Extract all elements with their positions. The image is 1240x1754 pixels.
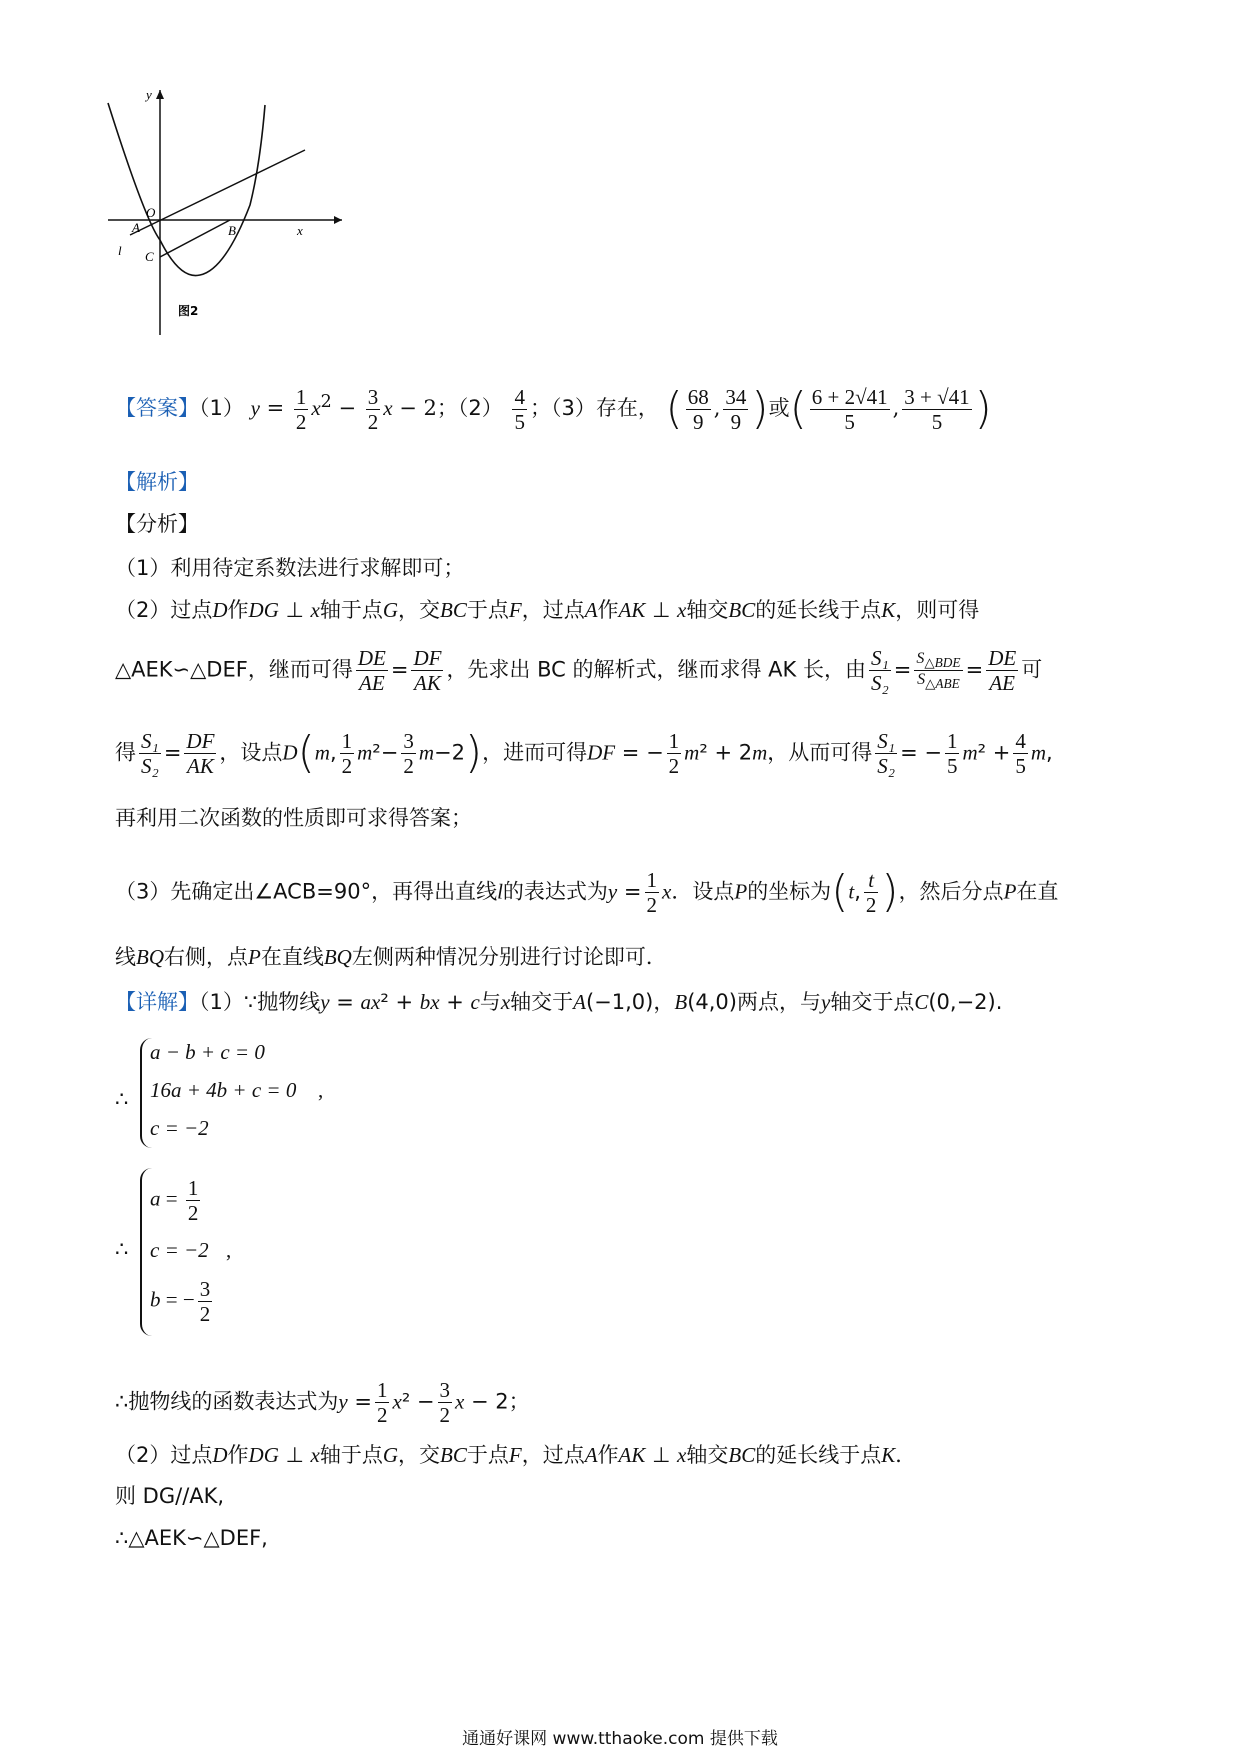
answer-part3: ；（3）存在， [529, 395, 659, 420]
answer-tag: 【答案】 [115, 395, 199, 420]
figure-label-l: l [118, 243, 122, 258]
analysis-step3-line1: （3）先确定出∠ACB=90°，再得出直线l的表达式为y = $\frac{1}{2}$ x．设点P的坐标为(t, $\frac{t}{2}$ )，然后分点P在直 [115, 866, 1059, 917]
analysis-step2-line1: （2）过点D作DG ⊥ x轴于点G，交BC于点F，过点A作AK ⊥ x轴交BC的延长线于点K，则可得 [115, 598, 980, 622]
system2-eq3: b = − $\frac{3}{2}$ [150, 1277, 211, 1327]
figure-label-a: A [132, 220, 140, 235]
figure-label-x: x [297, 223, 303, 238]
figure-caption: 图2 [178, 304, 199, 318]
detail-line1: 【详解】（1）∵抛物线y = ax² + bx + c与x轴交于A(−1,0)，B(4,0)两点，与y轴交于点C(0,−2). [115, 990, 1003, 1014]
system1-eq3: c = −2 [150, 1116, 209, 1140]
therefore-symbol-1: ∴ [115, 1087, 129, 1111]
detail-step2-line2: 则 DG//AK, [115, 1484, 225, 1508]
detail-step2-line3: ∴△AEK∽△DEF, [115, 1526, 268, 1550]
figure-label-y: y [146, 87, 152, 102]
figure-label-c: C [145, 249, 154, 264]
answer-part1: （1） [199, 395, 244, 420]
answer-part2: ；（2） [436, 395, 503, 420]
analysis-tag: 【解析】 [115, 470, 199, 494]
parabola-figure [100, 85, 360, 345]
system2-eq2: c = −2 [150, 1238, 209, 1262]
analysis-step2-line4: 再利用二次函数的性质即可求得答案； [115, 806, 472, 830]
system2-eq1: a = $\frac{1}{2}$ [150, 1176, 199, 1226]
therefore-symbol-2: ∴ [115, 1237, 129, 1261]
figure-label-o: O [146, 205, 156, 220]
analysis-step2-line3: 得 $\frac{\text{S₁}}{\text{S₂}}$ = $\frac{DF}{AK}$ ，设点D(m, $\frac{1}{2}$ m²− $\frac{3}{2}$ m−2)，进而可得DF = − $\frac{1}{2}$ m² + 2m，从而可得 $\frac{\text{S₁}}{\text{S₂}}$ = − $\frac{1}{5}$ m² + $\frac{4}{5}$ m, [115, 727, 1053, 778]
system1-eq2: 16a + 4b + c = 0 [150, 1078, 297, 1102]
page-footer: 通通好课网 www.tthaoke.com 提供下载 [462, 1729, 778, 1749]
detail-step2-line1: （2）过点D作DG ⊥ x轴于点G，交BC于点F，过点A作AK ⊥ x轴交BC的延长线于点K． [115, 1443, 917, 1467]
analysis-step2-line2: △AEK∽△DEF，继而可得 $\frac{DE}{AE}$ = $\frac{DF}{AK}$ ，先求出 BC 的解析式，继而求得 AK 长，由 $\frac{\text{S₁}}{\text{S₂}}$ = $\frac{S_{\triangle BDE}}{S_{\triangle ABE}}$ = $\frac{DE}{AE}$ 可 [115, 646, 1043, 696]
analysis-step1: （1）利用待定系数法进行求解即可； [115, 556, 465, 580]
analysis-step3-line2: 线BQ右侧，点P在直线BQ左侧两种情况分别进行讨论即可． [115, 945, 667, 969]
answer-or: 或 [768, 395, 790, 420]
detail-function-line: ∴抛物线的函数表达式为y = $\frac{1}{2}$ x² − $\frac{3}{2}$ x − 2； [115, 1378, 530, 1428]
system1-comma: , [318, 1078, 324, 1102]
analysis-subheading: 【分析】 [115, 512, 199, 536]
answer-line: 【答案】（1） y = $\frac{1}{2}$ $x^2$ − $\frac{3}{2}$ x − 2；（2） $\frac{4}{5}$ ；（3）存在， ( $\frac{68}{9}$ , $\frac{34}{9}$ )或( $\frac{6 + 2√41}{5}$ , $\frac{3 + √41}{5}$ ) [115, 383, 992, 434]
system1-eq1: a − b + c = 0 [150, 1040, 265, 1064]
figure-label-b: B [228, 223, 236, 238]
system2-comma: , [226, 1238, 232, 1262]
